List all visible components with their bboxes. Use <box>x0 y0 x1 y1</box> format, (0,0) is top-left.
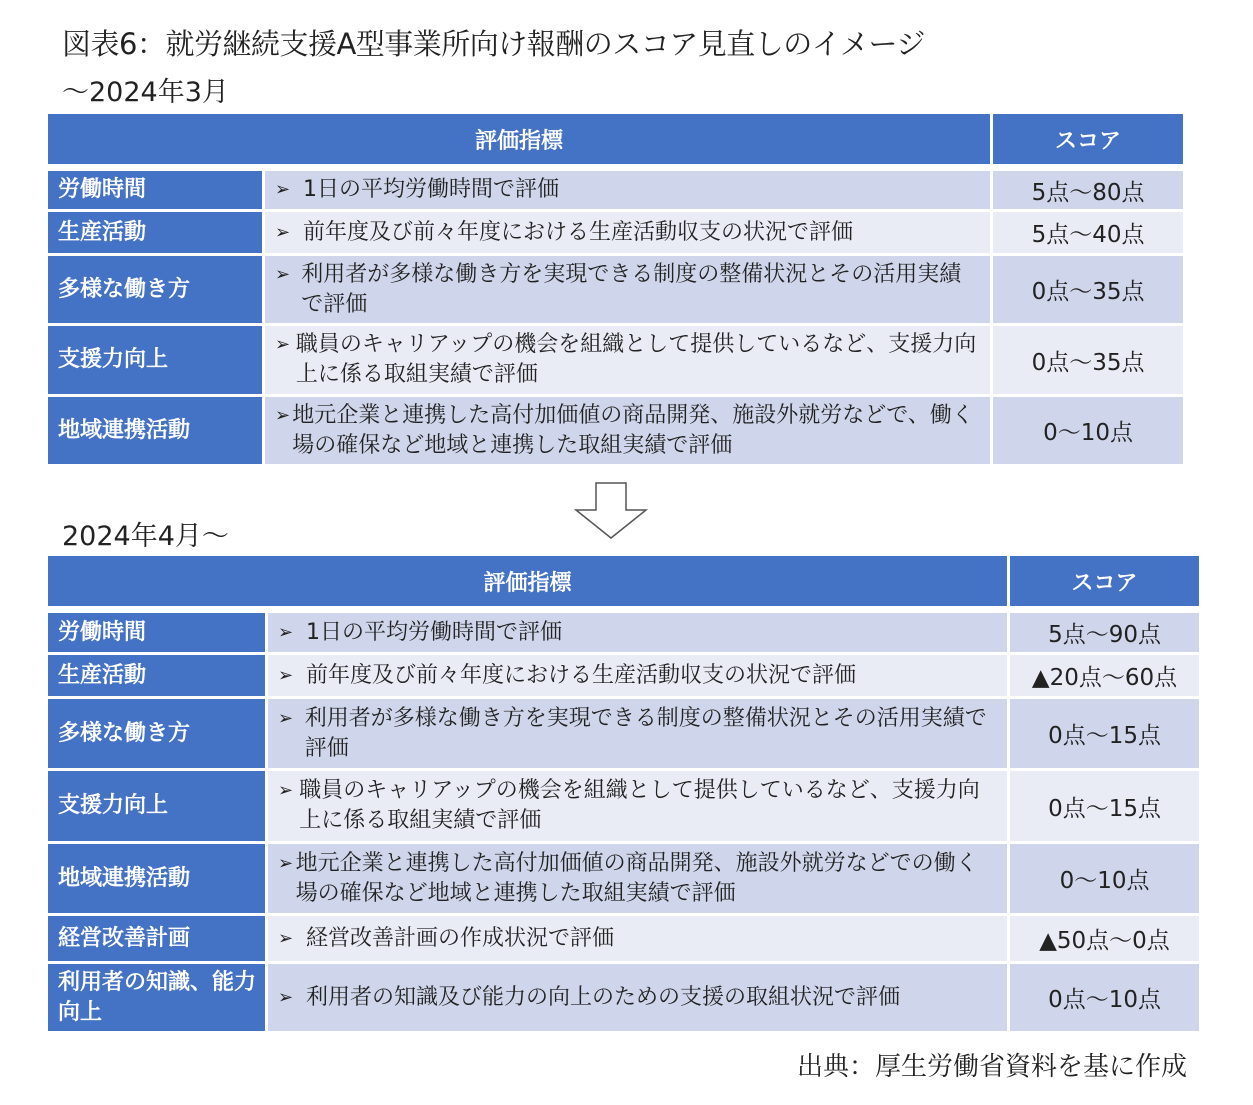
row-score: 0点～15点 <box>1007 699 1199 771</box>
row-score: 5点～40点 <box>990 212 1183 256</box>
row-description <box>268 699 1007 771</box>
header-score: スコア <box>990 114 1183 171</box>
bullet-icon: ➢ <box>275 179 291 200</box>
description-text: 地元企業と連携した高付加価値の商品開発、施設外就労などでの働く場の確保など地域と連携した取組実績で評価 <box>295 850 978 906</box>
description-text: 1日の平均労働時間で評価 <box>303 177 559 202</box>
description-text: 前年度及び前々年度における生産活動収支の状況で評価 <box>303 219 854 245</box>
header-score: スコア <box>1007 556 1199 613</box>
row-label: 生産活動 <box>48 655 268 699</box>
table-row <box>48 212 1183 256</box>
table-row <box>48 256 1183 326</box>
row-description <box>268 771 1007 844</box>
row-description <box>268 844 1007 916</box>
period-after-label: 2024年4月～ <box>62 521 229 552</box>
description-text: 1日の平均労働時間で評価 <box>306 619 562 645</box>
table-row <box>48 326 1183 397</box>
row-label: 多様な働き方 <box>48 699 268 771</box>
bullet-icon: ➢ <box>275 334 291 355</box>
row-score: 0～10点 <box>1007 844 1199 916</box>
row-description <box>265 256 990 326</box>
table-row <box>48 613 1199 655</box>
description-text: 前年度及び前々年度における生産活動収支の状況で評価 <box>306 662 857 688</box>
row-label: 労働時間 <box>48 613 268 655</box>
row-label: 経営改善計画 <box>48 916 268 964</box>
table-row <box>48 844 1199 916</box>
down-arrow-icon <box>574 482 648 540</box>
bullet-icon: ➢ <box>275 221 291 243</box>
description-text: 職員のキャリアップの機会を組織として提供しているなど、支援力向上に係る取組実績で評価 <box>295 332 977 387</box>
row-label: 生産活動 <box>48 212 265 256</box>
description-text: 地元企業と連携した高付加価値の商品開発、施設外就労などで、働く場の確保など地域と連携した取組実績で評価 <box>292 402 974 458</box>
row-label: 労働時間 <box>48 171 265 212</box>
table-row <box>48 916 1199 964</box>
row-score: 5点～80点 <box>990 171 1183 212</box>
row-score: 0点～35点 <box>990 326 1183 397</box>
score-table-before <box>48 114 1183 467</box>
row-score: ▲20点～60点 <box>1007 655 1199 699</box>
table-row <box>48 771 1199 844</box>
table-row <box>48 655 1199 699</box>
bullet-icon: ➢ <box>278 927 294 949</box>
row-score: 0点～35点 <box>990 256 1183 326</box>
description-text: 利用者が多様な働き方を実現できる制度の整備状況とその活用実績で評価 <box>301 261 962 317</box>
row-description <box>268 964 1007 1034</box>
description-text: 職員のキャリアップの機会を組織として提供しているなど、支援力向上に係る取組実績で評価 <box>299 778 980 833</box>
bullet-icon: ➢ <box>278 621 294 643</box>
row-label: 支援力向上 <box>48 771 268 844</box>
header-indicator: 評価指標 <box>48 114 990 171</box>
row-description <box>268 916 1007 964</box>
row-score: 5点～90点 <box>1007 613 1199 655</box>
row-label: 利用者の知識、能力向上 <box>48 964 268 1034</box>
row-score: ▲50点～0点 <box>1007 916 1199 964</box>
table-row <box>48 171 1183 212</box>
row-label: 支援力向上 <box>48 326 265 397</box>
bullet-icon: ➢ <box>275 404 291 426</box>
description-text: 経営改善計画の作成状況で評価 <box>306 925 615 951</box>
bullet-icon: ➢ <box>278 780 294 801</box>
figure-title: 図表6：就労継続支援A型事業所向け報酬のスコア見直しのイメージ <box>62 27 925 61</box>
bullet-icon: ➢ <box>278 664 294 686</box>
row-label: 地域連携活動 <box>48 397 265 467</box>
table-row <box>48 964 1199 1034</box>
row-label: 多様な働き方 <box>48 256 265 326</box>
bullet-icon: ➢ <box>278 707 294 729</box>
row-description <box>265 212 990 256</box>
table-row <box>48 699 1199 771</box>
header-indicator: 評価指標 <box>48 556 1007 613</box>
row-description <box>268 655 1007 699</box>
row-label: 地域連携活動 <box>48 844 268 916</box>
row-description <box>265 326 990 397</box>
row-score: 0点～15点 <box>1007 771 1199 844</box>
row-score: 0点～10点 <box>1007 964 1199 1034</box>
row-description <box>265 171 990 212</box>
bullet-icon: ➢ <box>275 263 291 285</box>
table-row <box>48 397 1183 467</box>
bullet-icon: ➢ <box>278 986 294 1008</box>
source-note: 出典：厚生労働省資料を基に作成 <box>796 1052 1187 1082</box>
period-before-label: ～2024年3月 <box>62 77 229 108</box>
row-description <box>268 613 1007 655</box>
row-score: 0～10点 <box>990 397 1183 467</box>
description-text: 利用者の知識及び能力の向上のための支援の取組状況で評価 <box>306 984 901 1010</box>
bullet-icon: ➢ <box>278 852 294 874</box>
score-table-after <box>48 556 1199 1034</box>
row-description <box>265 397 990 467</box>
description-text: 利用者が多様な働き方を実現できる制度の整備状況とその活用実績で評価 <box>304 705 987 761</box>
